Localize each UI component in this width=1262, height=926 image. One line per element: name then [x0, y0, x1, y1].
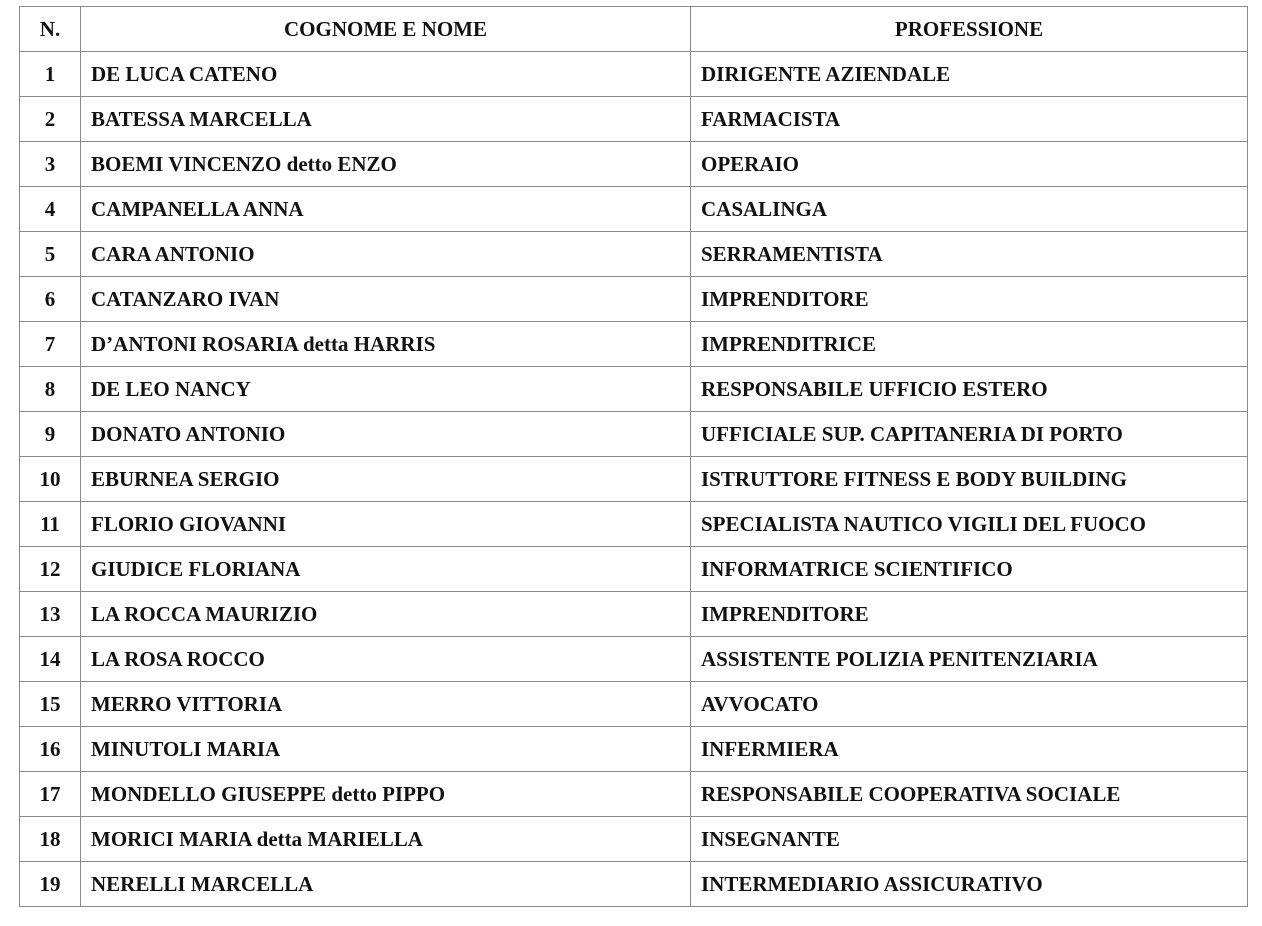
- row-profession: AVVOCATO: [691, 682, 1248, 727]
- row-profession: IMPRENDITRICE: [691, 322, 1248, 367]
- table-row: [20, 592, 1248, 637]
- row-profession: SERRAMENTISTA: [691, 232, 1248, 277]
- row-profession: IMPRENDITORE: [691, 592, 1248, 637]
- table-row: [20, 637, 1248, 682]
- header-row: [20, 7, 1248, 52]
- row-name: MONDELLO GIUSEPPE detto PIPPO: [81, 772, 691, 817]
- row-name: LA ROCCA MAURIZIO: [81, 592, 691, 637]
- table-row: [20, 142, 1248, 187]
- row-number: 11: [20, 502, 81, 547]
- row-profession: SPECIALISTA NAUTICO VIGILI DEL FUOCO: [691, 502, 1248, 547]
- row-number: 7: [20, 322, 81, 367]
- row-number: 15: [20, 682, 81, 727]
- table-row: [20, 817, 1248, 862]
- row-number: 10: [20, 457, 81, 502]
- row-number: 12: [20, 547, 81, 592]
- row-name: BOEMI VINCENZO detto ENZO: [81, 142, 691, 187]
- row-name: BATESSA MARCELLA: [81, 97, 691, 142]
- row-profession: CASALINGA: [691, 187, 1248, 232]
- row-name: MERRO VITTORIA: [81, 682, 691, 727]
- row-name: DE LUCA CATENO: [81, 52, 691, 97]
- row-name: D’ANTONI ROSARIA detta HARRIS: [81, 322, 691, 367]
- row-name: LA ROSA ROCCO: [81, 637, 691, 682]
- row-profession: INFERMIERA: [691, 727, 1248, 772]
- row-number: 8: [20, 367, 81, 412]
- header-profession: PROFESSIONE: [691, 7, 1248, 52]
- header-number: N.: [20, 7, 81, 52]
- candidates-table: [19, 6, 1248, 907]
- row-name: CARA ANTONIO: [81, 232, 691, 277]
- row-profession: INFORMATRICE SCIENTIFICO: [691, 547, 1248, 592]
- table-row: [20, 97, 1248, 142]
- row-number: 16: [20, 727, 81, 772]
- table-row: [20, 547, 1248, 592]
- row-name: MINUTOLI MARIA: [81, 727, 691, 772]
- row-number: 14: [20, 637, 81, 682]
- table-row: [20, 862, 1248, 907]
- row-profession: INTERMEDIARIO ASSICURATIVO: [691, 862, 1248, 907]
- row-name: FLORIO GIOVANNI: [81, 502, 691, 547]
- table-row: [20, 322, 1248, 367]
- row-profession: RESPONSABILE UFFICIO ESTERO: [691, 367, 1248, 412]
- row-number: 3: [20, 142, 81, 187]
- table-row: [20, 367, 1248, 412]
- table-row: [20, 727, 1248, 772]
- table-row: [20, 412, 1248, 457]
- row-number: 5: [20, 232, 81, 277]
- row-number: 13: [20, 592, 81, 637]
- row-profession: ISTRUTTORE FITNESS E BODY BUILDING: [691, 457, 1248, 502]
- row-profession: ASSISTENTE POLIZIA PENITENZIARIA: [691, 637, 1248, 682]
- table-row: [20, 232, 1248, 277]
- row-profession: UFFICIALE SUP. CAPITANERIA DI PORTO: [691, 412, 1248, 457]
- row-name: EBURNEA SERGIO: [81, 457, 691, 502]
- row-name: CATANZARO IVAN: [81, 277, 691, 322]
- row-name: GIUDICE FLORIANA: [81, 547, 691, 592]
- row-number: 17: [20, 772, 81, 817]
- row-profession: IMPRENDITORE: [691, 277, 1248, 322]
- row-profession: RESPONSABILE COOPERATIVA SOCIALE: [691, 772, 1248, 817]
- table-row: [20, 502, 1248, 547]
- row-profession: OPERAIO: [691, 142, 1248, 187]
- row-profession: INSEGNANTE: [691, 817, 1248, 862]
- header-name: COGNOME E NOME: [81, 7, 691, 52]
- row-profession: DIRIGENTE AZIENDALE: [691, 52, 1248, 97]
- table-row: [20, 277, 1248, 322]
- table-header: [20, 7, 1248, 52]
- table-row: [20, 52, 1248, 97]
- row-number: 9: [20, 412, 81, 457]
- row-name: DONATO ANTONIO: [81, 412, 691, 457]
- row-number: 19: [20, 862, 81, 907]
- table-body: [20, 52, 1248, 907]
- row-number: 6: [20, 277, 81, 322]
- row-name: NERELLI MARCELLA: [81, 862, 691, 907]
- row-number: 1: [20, 52, 81, 97]
- row-name: CAMPANELLA ANNA: [81, 187, 691, 232]
- row-name: DE LEO NANCY: [81, 367, 691, 412]
- table-row: [20, 682, 1248, 727]
- row-number: 2: [20, 97, 81, 142]
- table-row: [20, 772, 1248, 817]
- row-number: 18: [20, 817, 81, 862]
- table-row: [20, 187, 1248, 232]
- row-number: 4: [20, 187, 81, 232]
- row-profession: FARMACISTA: [691, 97, 1248, 142]
- table-row: [20, 457, 1248, 502]
- row-name: MORICI MARIA detta MARIELLA: [81, 817, 691, 862]
